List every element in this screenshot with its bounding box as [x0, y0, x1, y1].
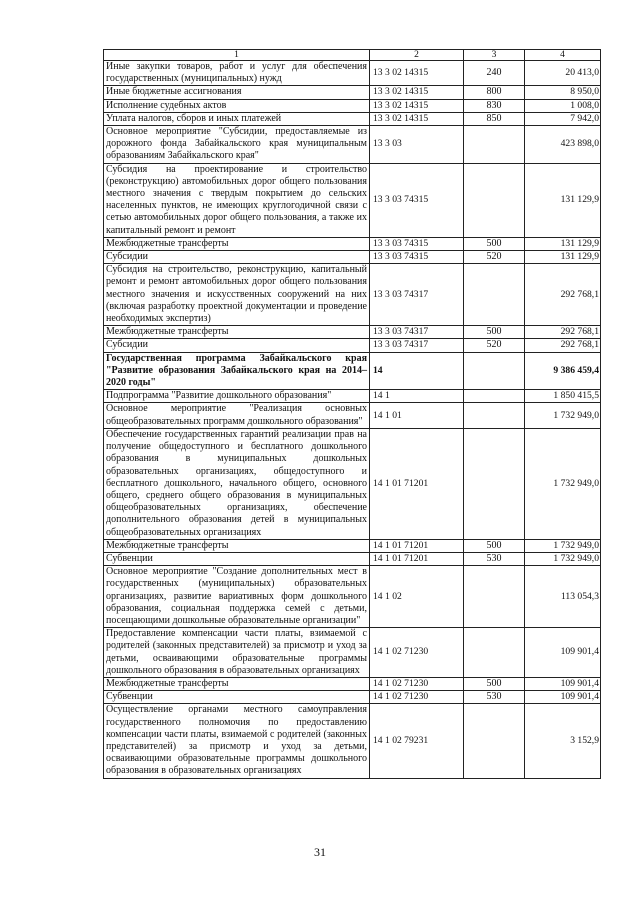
row-code-cell: 13 3 03 74315	[370, 163, 464, 237]
row-name-cell: Субвенции	[104, 691, 370, 704]
row-sum-cell: 1 732 949,0	[525, 403, 601, 428]
table-row	[104, 403, 601, 428]
row-code-cell: 14 1 02 79231	[370, 704, 464, 778]
row-vr-cell: 530	[464, 691, 525, 704]
column-header-vr: 3	[464, 50, 525, 61]
row-vr-cell: 830	[464, 99, 525, 112]
row-vr-cell: 500	[464, 237, 525, 250]
row-name-cell: Основное мероприятие "Создание дополнительных мест в государственных (муниципальных) образовательных организациях, развитие вариативных форм дошкольного образования, социальная поддержка семей с детьми, посещающими дошкольные образовательные организации"	[104, 566, 370, 628]
row-vr-cell: 850	[464, 112, 525, 125]
row-code-cell: 14	[370, 352, 464, 390]
page-number: 31	[314, 845, 326, 859]
table-row	[104, 163, 601, 237]
row-sum-cell: 292 768,1	[525, 264, 601, 326]
row-sum-cell: 3 152,9	[525, 704, 601, 778]
budget-table-body	[104, 50, 601, 779]
row-vr-cell: 800	[464, 86, 525, 99]
row-vr-cell	[464, 264, 525, 326]
row-code-cell: 13 3 03 74315	[370, 251, 464, 264]
table-row	[104, 628, 601, 678]
row-vr-cell: 500	[464, 539, 525, 552]
row-vr-cell: 500	[464, 677, 525, 690]
row-vr-cell	[464, 628, 525, 678]
row-vr-cell: 520	[464, 251, 525, 264]
row-sum-cell: 109 901,4	[525, 628, 601, 678]
row-code-cell: 13 3 02 14315	[370, 99, 464, 112]
row-vr-cell	[464, 163, 525, 237]
row-name-cell: Уплата налогов, сборов и иных платежей	[104, 112, 370, 125]
table-row	[104, 61, 601, 86]
row-sum-cell: 8 950,0	[525, 86, 601, 99]
table-row	[104, 566, 601, 628]
row-name-cell: Государственная программа Забайкальского края "Развитие образования Забайкальского края на 2014–2020 годы"	[104, 352, 370, 390]
row-vr-cell	[464, 403, 525, 428]
row-name-cell: Основное мероприятие "Реализация основных общеобразовательных программ дошкольного образования"	[104, 403, 370, 428]
row-sum-cell: 7 942,0	[525, 112, 601, 125]
row-code-cell: 14 1 02 71230	[370, 628, 464, 678]
row-code-cell: 14 1	[370, 390, 464, 403]
budget-table	[103, 49, 601, 779]
row-code-cell: 14 1 01	[370, 403, 464, 428]
row-sum-cell: 1 732 949,0	[525, 539, 601, 552]
table-row	[104, 112, 601, 125]
row-sum-cell: 109 901,4	[525, 677, 601, 690]
row-sum-cell: 292 768,1	[525, 339, 601, 352]
column-header-sum: 4	[525, 50, 601, 61]
table-row	[104, 126, 601, 164]
row-name-cell: Межбюджетные трансферты	[104, 677, 370, 690]
table-row	[104, 99, 601, 112]
table-row	[104, 428, 601, 539]
table-row	[104, 352, 601, 390]
table-row	[104, 552, 601, 565]
table-row	[104, 264, 601, 326]
row-sum-cell: 131 129,9	[525, 251, 601, 264]
row-sum-cell: 1 008,0	[525, 99, 601, 112]
row-name-cell: Субсидия на строительство, реконструкцию, капитальный ремонт и ремонт автомобильных дорог общего пользования местного значения и искусственных сооружений на них (включая разработку проектной документации и проведение необходимых экспертиз)	[104, 264, 370, 326]
budget-table-sheet	[103, 49, 600, 779]
row-code-cell: 13 3 03 74317	[370, 339, 464, 352]
row-name-cell: Субсидии	[104, 251, 370, 264]
row-name-cell: Предоставление компенсации части платы, взимаемой с родителей (законных представителей) за присмотр и уход за детьми, осваивающими образовательные программы дошкольного образования в образовательных организациях	[104, 628, 370, 678]
row-name-cell: Субсидия на проектирование и строительство (реконструкцию) автомобильных дорог общего пользования местного значения с твердым покрытием до сельских населенных пунктов, не имеющих круглогодичной связи с сетью автомобильных дорог общего пользования, а также их капитальный ремонт и ремонт	[104, 163, 370, 237]
row-code-cell: 13 3 03 74317	[370, 326, 464, 339]
row-vr-cell: 520	[464, 339, 525, 352]
row-code-cell: 13 3 02 14315	[370, 112, 464, 125]
row-code-cell: 14 1 02	[370, 566, 464, 628]
row-vr-cell	[464, 566, 525, 628]
row-name-cell: Иные бюджетные ассигнования	[104, 86, 370, 99]
row-sum-cell: 113 054,3	[525, 566, 601, 628]
row-name-cell: Подпрограмма "Развитие дошкольного образования"	[104, 390, 370, 403]
row-name-cell: Межбюджетные трансферты	[104, 237, 370, 250]
table-row	[104, 704, 601, 778]
row-sum-cell: 1 732 949,0	[525, 428, 601, 539]
row-vr-cell	[464, 352, 525, 390]
row-sum-cell: 1 850 415,5	[525, 390, 601, 403]
row-code-cell: 13 3 03	[370, 126, 464, 164]
row-sum-cell: 20 413,0	[525, 61, 601, 86]
row-vr-cell	[464, 704, 525, 778]
row-code-cell: 13 3 02 14315	[370, 86, 464, 99]
row-sum-cell: 131 129,9	[525, 163, 601, 237]
table-row	[104, 86, 601, 99]
row-name-cell: Межбюджетные трансферты	[104, 539, 370, 552]
row-code-cell: 14 1 01 71201	[370, 428, 464, 539]
row-vr-cell	[464, 428, 525, 539]
row-code-cell: 13 3 02 14315	[370, 61, 464, 86]
row-sum-cell: 1 732 949,0	[525, 552, 601, 565]
row-vr-cell	[464, 126, 525, 164]
table-row	[104, 237, 601, 250]
row-name-cell: Исполнение судебных актов	[104, 99, 370, 112]
row-name-cell: Основное мероприятие "Субсидии, предоставляемые из дорожного фонда Забайкальского края муниципальным образованиям Забайкальского края"	[104, 126, 370, 164]
row-code-cell: 14 1 01 71201	[370, 539, 464, 552]
row-name-cell: Межбюджетные трансферты	[104, 326, 370, 339]
table-row	[104, 390, 601, 403]
row-name-cell: Субсидии	[104, 339, 370, 352]
row-code-cell: 14 1 01 71201	[370, 552, 464, 565]
row-code-cell: 14 1 02 71230	[370, 677, 464, 690]
row-name-cell: Осуществление органами местного самоуправления государственного полномочия по предоставлению компенсации части платы, взимаемой с родителей (законных представителей) за присмотр и уход за детьми, осваивающими образовательные программы дошкольного образования в образовательных организациях	[104, 704, 370, 778]
column-header-name: 1	[104, 50, 370, 61]
row-vr-cell	[464, 390, 525, 403]
table-row	[104, 326, 601, 339]
column-number-row	[104, 50, 601, 61]
row-sum-cell: 292 768,1	[525, 326, 601, 339]
row-vr-cell: 240	[464, 61, 525, 86]
row-sum-cell: 109 901,4	[525, 691, 601, 704]
table-row	[104, 251, 601, 264]
row-code-cell: 14 1 02 71230	[370, 691, 464, 704]
row-sum-cell: 9 386 459,4	[525, 352, 601, 390]
table-row	[104, 677, 601, 690]
row-sum-cell: 423 898,0	[525, 126, 601, 164]
table-row	[104, 339, 601, 352]
row-name-cell: Обеспечение государственных гарантий реализации прав на получение общедоступного и бесплатного дошкольного образования в муниципальных дошкольных образовательных организациях, общедоступного и бесплатного дошкольного, начального общего, основного общего, среднего общего образования в муниципальных общеобразовательных организациях, обеспечение дополнительного образования детей в муниципальных общеобразовательных организациях	[104, 428, 370, 539]
row-vr-cell: 500	[464, 326, 525, 339]
table-row	[104, 539, 601, 552]
row-code-cell: 13 3 03 74315	[370, 237, 464, 250]
table-row	[104, 691, 601, 704]
row-vr-cell: 530	[464, 552, 525, 565]
row-code-cell: 13 3 03 74317	[370, 264, 464, 326]
row-name-cell: Иные закупки товаров, работ и услуг для обеспечения государственных (муниципальных) нужд	[104, 61, 370, 86]
column-header-code: 2	[370, 50, 464, 61]
row-sum-cell: 131 129,9	[525, 237, 601, 250]
row-name-cell: Субвенции	[104, 552, 370, 565]
